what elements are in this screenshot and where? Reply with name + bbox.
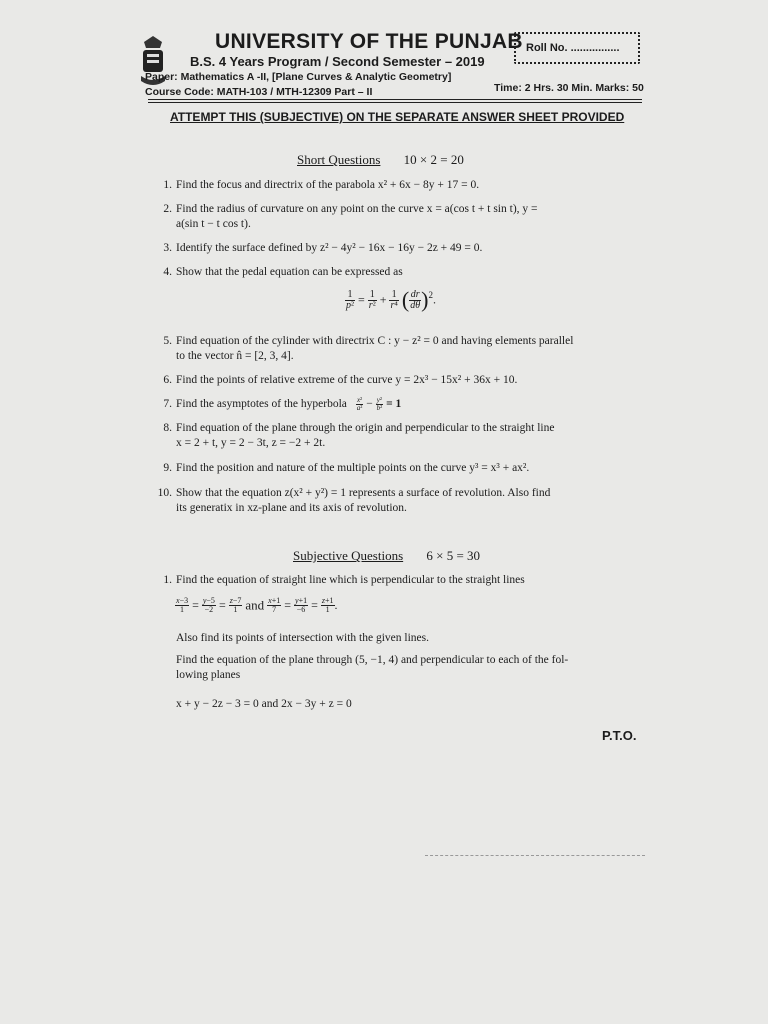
short-question-4-text: Show that the pedal equation can be expressed as	[176, 266, 403, 278]
subjective-question-1-also: Also find its points of intersection with the given lines.	[176, 632, 429, 644]
short-question-2-text: Find the radius of curvature on any point on the curve x = a(cos t + t sin t), y =	[176, 203, 538, 215]
time-marks: Time: 2 Hrs. 30 Min. Marks: 50	[494, 82, 644, 94]
short-question-8-text: Find equation of the plane through the origin and perpendicular to the straight line	[176, 422, 555, 434]
header-divider-thin	[148, 102, 642, 103]
short-question-10-text-cont: its generatix in xz-plane and its axis of revolution.	[176, 502, 407, 514]
short-question-8: 8. Find equation of the plane through the origin and perpendicular to the straight line x = 2 + t, y = 2 − 3t, z = −2 + 2t.	[163, 422, 555, 449]
subjective-question-2	[176, 653, 646, 683]
short-question-3-text: Identify the surface defined by z² − 4y² − 16x − 16y − 2z + 49 = 0.	[176, 242, 483, 254]
instruction-heading: ATTEMPT THIS (SUBJECTIVE) ON THE SEPARATE ANSWER SHEET PROVIDED	[170, 110, 625, 124]
subjective-question-2-text-cont: lowing planes	[176, 669, 241, 681]
short-question-9-text: Find the position and nature of the multiple points on the curve y³ = x³ + ax².	[176, 462, 530, 474]
subjective-questions-title: Subjective Questions	[293, 548, 404, 563]
short-question-5-text-cont: to the vector n̂ = [2, 3, 4].	[176, 350, 294, 362]
short-question-2-text-cont: a(sin t − t cos t).	[176, 218, 251, 230]
short-question-6-text: Find the points of relative extreme of the curve y = 2x³ − 15x² + 36x + 10.	[176, 374, 518, 386]
and-word: and	[245, 597, 265, 613]
subjective-question-2-text: Find the equation of the plane through (5, −1, 4) and perpendicular to each of the fol-	[176, 654, 569, 666]
short-question-2: 2. Find the radius of curvature on any point on the curve x = a(cos t + t sin t), y = a(sin t − t cos t).	[163, 203, 538, 230]
short-question-5-text: Find equation of the cylinder with directrix C : y − z² = 0 and having elements parallel	[176, 335, 574, 347]
subjective-questions-marks: 6 × 5 = 30	[426, 548, 481, 563]
subjective-question-1: 1. Find the equation of straight line which is perpendicular to the straight lines	[163, 574, 525, 586]
short-question-8-text-cont: x = 2 + t, y = 2 − 3t, z = −2 + 2t.	[176, 437, 326, 449]
paper-line: Paper: Mathematics A -II, [Plane Curves & Analytic Geometry]	[145, 71, 452, 83]
course-code-line: Course Code: MATH-103 / MTH-12309 Part – II	[145, 86, 373, 98]
short-question-4: 4. Show that the pedal equation can be expressed as	[163, 266, 403, 278]
short-question-3: 3. Identify the surface defined by z² − 4y² − 16x − 16y − 2z + 49 = 0.	[163, 242, 483, 254]
short-questions-heading	[297, 152, 464, 168]
roll-number-label: Roll No. ................	[526, 42, 620, 54]
please-turn-over: P.T.O.	[602, 728, 637, 743]
university-crest-icon	[138, 34, 168, 94]
university-title: UNIVERSITY OF THE PUNJAB	[215, 30, 523, 53]
short-question-7: 7. Find the asymptotes of the hyperbola $\frac{\text{x²}}{\text{a²}}$ − $\frac{\text{y²}}{\text{b²}}$ = 1	[163, 396, 402, 412]
short-question-10-text: Show that the equation z(x² + y²) = 1 represents a surface of revolution. Also find	[176, 487, 551, 499]
planes-equation: x + y − 2z − 3 = 0 and 2x − 3y + z = 0	[176, 698, 352, 710]
short-question-10: 10. Show that the equation z(x² + y²) = 1 represents a surface of revolution. Also find its generatix in xz-plane and its axis of revolution.	[157, 487, 551, 514]
subjective-question-1-text: Find the equation of straight line which is perpendicular to the straight lines	[176, 574, 525, 586]
short-question-1: 1. Find the focus and directrix of the parabola x² + 6x − 8y + 17 = 0.	[163, 179, 480, 191]
short-question-6: 6. Find the points of relative extreme of the curve y = 2x³ − 15x² + 36x + 10.	[163, 374, 518, 386]
short-questions-title: Short Questions	[297, 152, 381, 167]
program-line: B.S. 4 Years Program / Second Semester – 2019	[190, 54, 485, 69]
short-questions-marks: 10 × 2 = 20	[403, 152, 464, 167]
hyperbola-term-y: $\frac{\text{y²}}{\text{b²}}$	[376, 396, 383, 412]
short-question-5: 5. Find equation of the cylinder with directrix C : y − z² = 0 and having elements parallel to the vector n̂ = [2, 3, 4].	[163, 335, 574, 362]
short-question-1-text: Find the focus and directrix of the parabola x² + 6x − 8y + 17 = 0.	[176, 179, 480, 191]
short-question-7-text: Find the asymptotes of the hyperbola	[176, 398, 347, 411]
header-divider	[148, 99, 642, 100]
symmetric-lines-equation: $\frac{x-3}{1}$ = $\frac{y-5}{-2}$ = $\frac{z-7}{1}$ and $\frac{x+1}{7}$ = $\frac{y+1}{-6}$ = $\frac{z+1}{1}$ .	[176, 596, 338, 614]
short-question-9: 9. Find the position and nature of the multiple points on the curve y³ = x³ + ax².	[163, 462, 530, 474]
subjective-questions-heading	[293, 548, 480, 564]
pedal-equation: $\frac{1}{\text{p²}}$ = $\frac{1}{\text{r²}}$ + $\frac{1}{\text{r⁴}}$ ( $\frac{dr}{d\theta}$ )$^2$.	[346, 287, 436, 312]
scan-artifact-line	[425, 855, 645, 856]
hyperbola-term-x: $\frac{\text{x²}}{\text{a²}}$	[356, 396, 363, 412]
